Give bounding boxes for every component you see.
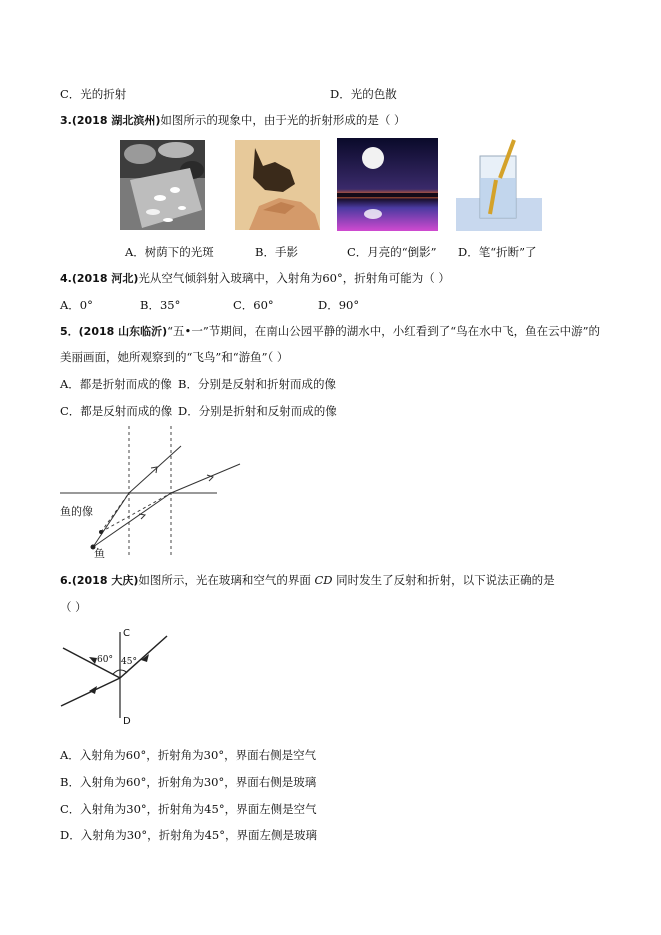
q4-option-a: A．0° [60, 298, 93, 312]
q6-option-c: C．入射角为30°，折射角为45°，界面左侧是空气 [60, 802, 317, 816]
question-stem: 如图所示，光在玻璃和空气的界面 [138, 573, 315, 587]
question-source: (2018 河北) [71, 272, 139, 285]
reflection-refraction-diagram [55, 626, 185, 730]
angle-60-label: 60° [97, 655, 113, 665]
hand-shadow-photo [235, 140, 320, 230]
question-stem: 光从空气倾斜射入玻璃中，入射角为60°，折射角可能为（ ） [138, 271, 450, 285]
question-source: (2018 大庆) [71, 574, 139, 587]
q4-option-c: C．60° [233, 298, 274, 312]
question-number: 3. [60, 114, 72, 127]
question-number: 4. [60, 272, 72, 285]
question-source: (2018 湖北滨州) [71, 114, 161, 127]
question-stem-b: 同时发生了反射和折射，以下说法正确的是 [332, 573, 555, 587]
question-6-line2: （ ） [60, 600, 87, 614]
shadow-spots-photo [120, 140, 205, 230]
question-number: 6. [60, 574, 72, 587]
q5-option-a: A．都是折射而成的像 [60, 377, 172, 391]
label-c: C [123, 628, 130, 639]
option-c: C．光的折射 [60, 87, 127, 101]
question-4 [60, 270, 450, 287]
q4-option-d: D．90° [318, 298, 360, 312]
fish-refraction-diagram [55, 424, 255, 564]
q5-option-d: D．分别是折射和反射而成的像 [178, 404, 337, 418]
q3-option-b: B．手影 [255, 245, 298, 259]
q6-option-a: A．入射角为60°，折射角为30°，界面右侧是空气 [60, 748, 317, 762]
q3-option-d: D．笔“折断”了 [458, 245, 537, 259]
q5-option-b: B．分别是反射和折射而成的像 [178, 377, 336, 391]
interface-name: CD [314, 573, 333, 587]
question-stem: “五•一”节期间，在南山公园平静的湖水中，小红看到了“鸟在水中飞，鱼在云中游”的 [167, 324, 600, 338]
angle-45-label: 45° [121, 657, 137, 667]
question-5-line2: 美丽画面，她所观察到的“飞鸟”和“游鱼”（ ） [60, 350, 289, 364]
q6-option-b: B．入射角为60°，折射角为30°，界面右侧是玻璃 [60, 775, 317, 789]
question-5 [60, 323, 600, 340]
question-stem: 如图所示的现象中，由于光的折射形成的是（ ） [160, 113, 406, 127]
q5-option-c: C．都是反射而成的像 [60, 404, 173, 418]
q3-option-c: C．月亮的“倒影” [347, 245, 437, 259]
q4-option-b: B．35° [140, 298, 181, 312]
option-d: D．光的色散 [330, 87, 397, 101]
question-source: (2018 山东临沂) [78, 325, 168, 338]
question-number: 5． [60, 325, 79, 338]
fish-label: 鱼 [94, 547, 105, 560]
pencil-in-water-photo [456, 138, 542, 231]
fish-image-label: 鱼的像 [60, 505, 93, 518]
q6-option-d: D．入射角为30°，折射角为45°，界面左侧是玻璃 [60, 828, 317, 842]
question-6 [60, 572, 555, 589]
q3-option-a: A．树荫下的光斑 [125, 245, 214, 259]
question-3 [60, 112, 406, 129]
label-d: D [123, 716, 131, 727]
moon-reflection-photo [337, 138, 438, 231]
